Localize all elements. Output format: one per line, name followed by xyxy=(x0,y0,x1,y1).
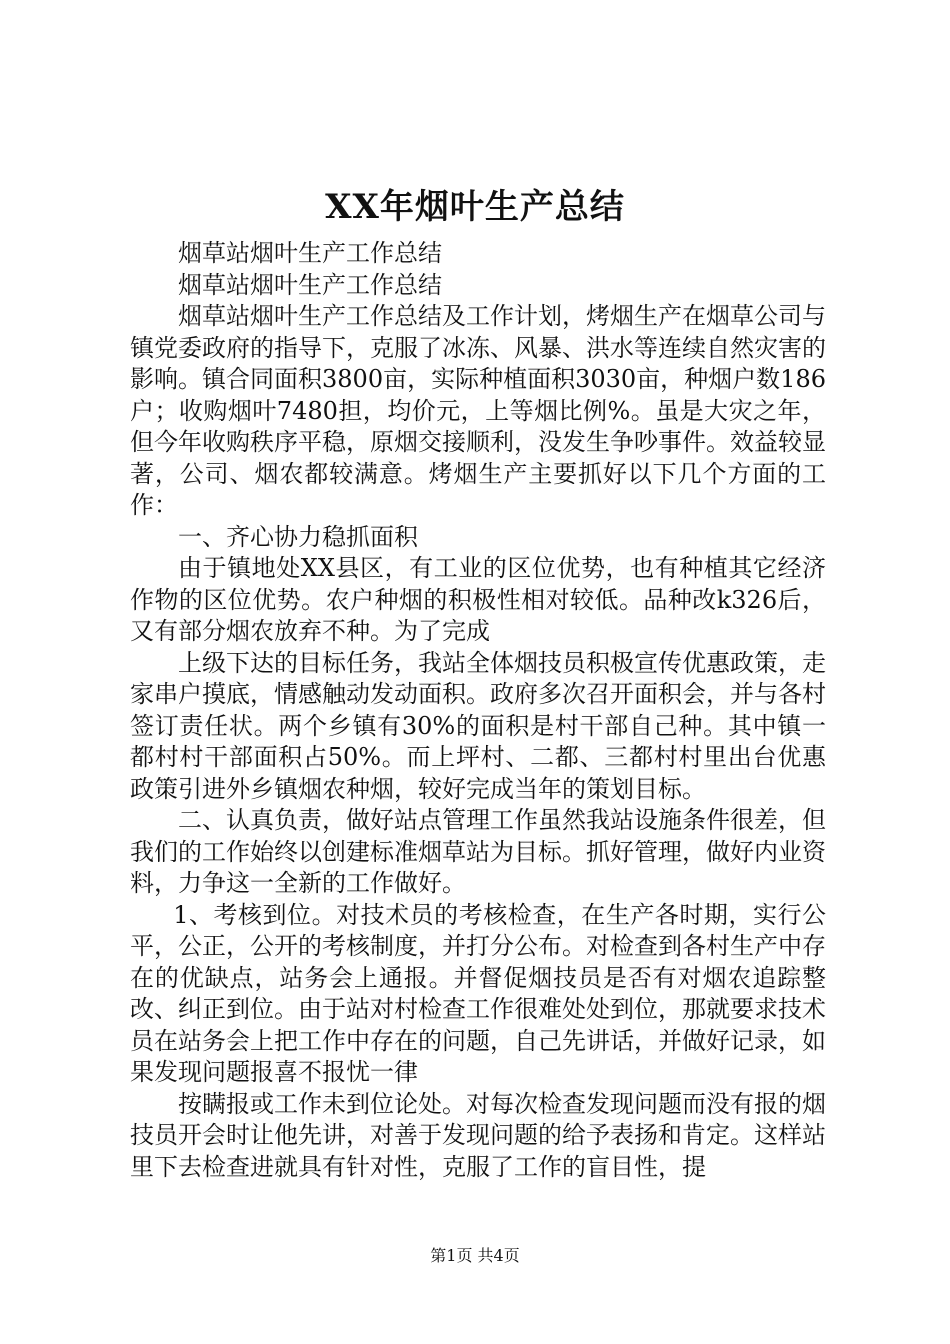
paragraph: 烟草站烟叶生产工作总结 xyxy=(178,239,442,267)
document-title: XX年烟叶生产总结 xyxy=(325,187,625,227)
page-number-footer: 第1页 共4页 xyxy=(430,1246,520,1265)
paragraph: 烟草站烟叶生产工作总结 xyxy=(178,270,442,299)
paragraph: 由于镇地处XX县区，有工业的区位优势，也有种植其它经济作物的区位优势。农户种烟的积极性相对较低。品种改k326后，又有部分烟农放弃不种。为了完成 xyxy=(130,554,826,645)
paragraph: 1、考核到位。对技术员的考核检查，在生产各时期，实行公平，公正，公开的考核制度，并打分公布。对检查到各村生产中存在的优缺点，站务会上通报。并督促烟技员是否有对烟农追踪整改、纠正到位。由于站对村检查工作很难处处到位，那就要求技术员在站务会上把工作中存在的问题，自己先讲话，并做好记录，如果发现问题报喜不报忧一律 xyxy=(130,900,826,1086)
document-body xyxy=(130,238,826,1183)
section-heading: 一、齐心协力稳抓面积 xyxy=(178,522,418,551)
paragraph: 按瞒报或工作未到位论处。对每次检查发现问题而没有报的烟技员开会时让他先讲，对善于发现问题的给予表扬和肯定。这样站里下去检查进就具有针对性，克服了工作的盲目性，提 xyxy=(130,1089,826,1181)
paragraph: 二、认真负责，做好站点管理工作虽然我站设施条件很差，但我们的工作始终以创建标准烟草站为目标。抓好管理，做好内业资料，力争这一全新的工作做好。 xyxy=(130,806,826,897)
paragraph: 上级下达的目标任务，我站全体烟技员积极宣传优惠政策，走家串户摸底，情感触动发动面积。政府多次召开面积会，并与各村签订责任状。两个乡镇有30%的面积是村干部自己种。其中镇一都村村干部面积占50%。而上坪村、二都、三都村村里出台优惠政策引进外乡镇烟农种烟，较好完成当年的策划目标。 xyxy=(130,648,826,803)
paragraph: 烟草站烟叶生产工作总结及工作计划，烤烟生产在烟草公司与镇党委政府的指导下，克服了冰冻、风暴、洪水等连续自然灾害的影响。镇合同面积3800亩，实际种植面积3030亩，种烟户数186户；收购烟叶7480担，均价元，上等烟比例%。虽是大灾之年，但今年收购秩序平稳，原烟交接顺利，没发生争吵事件。效益较显著，公司、烟农都较满意。烤烟生产主要抓好以下几个方面的工作： xyxy=(130,302,826,519)
